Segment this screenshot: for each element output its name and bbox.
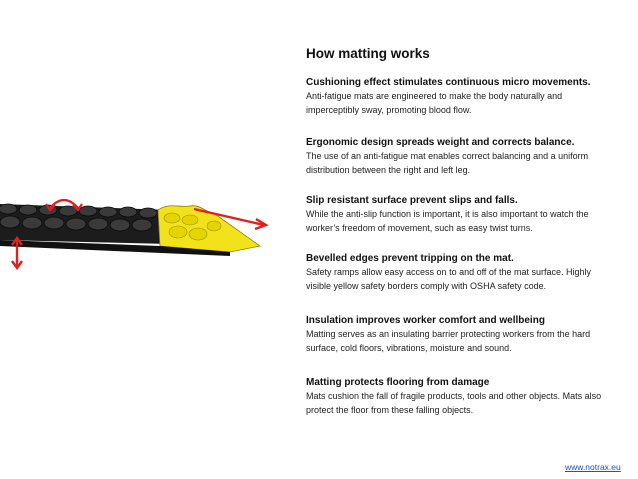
right-arrow-icon: [192, 205, 272, 231]
section-title: Ergonomic design spreads weight and corrects balance.: [306, 137, 575, 148]
section-bevelled-edges: [306, 252, 606, 293]
section-title: Bevelled edges prevent tripping on the mat.: [306, 253, 514, 264]
section-ergonomic: [306, 136, 606, 177]
section-insulation: [306, 314, 606, 355]
section-body: While the anti-slip function is important, it is also important to watch the worker’s freedom of movement, such as easy twist turns.: [306, 209, 589, 233]
section-title: Cushioning effect stimulates continuous micro movements.: [306, 77, 591, 88]
section-slip-resistant: [306, 194, 606, 235]
text-content: [306, 46, 606, 415]
section-floor-protection: [306, 376, 606, 417]
section-title: Slip resistant surface prevent slips and falls.: [306, 195, 518, 206]
website-link[interactable]: www.notrax.eu: [565, 462, 621, 472]
page-title: How matting works: [306, 46, 430, 61]
vertical-double-arrow-icon: [9, 236, 25, 270]
curved-double-arrow-icon: [44, 190, 84, 212]
section-cushioning: [306, 76, 606, 117]
section-body: Matting serves as an insulating barrier protecting workers from the hard surface, cold floors, vibrations, moisture and sound.: [306, 329, 591, 353]
section-body: Safety ramps allow easy access on to and off of the mat surface. Highly visible yellow safety borders comply with OSHA safety code.: [306, 267, 591, 291]
section-body: The use of an anti-fatigue mat enables correct balancing and a uniform distribution between the right and left leg.: [306, 151, 589, 175]
section-title: Matting protects flooring from damage: [306, 377, 490, 388]
section-title: Insulation improves worker comfort and wellbeing: [306, 315, 545, 326]
section-body: Mats cushion the fall of fragile products, tools and other objects. Mats also protect the floor from these falling objects.: [306, 391, 602, 415]
section-body: Anti-fatigue mats are engineered to make the body naturally and imperceptibly sway, promoting blood flow.: [306, 91, 563, 115]
